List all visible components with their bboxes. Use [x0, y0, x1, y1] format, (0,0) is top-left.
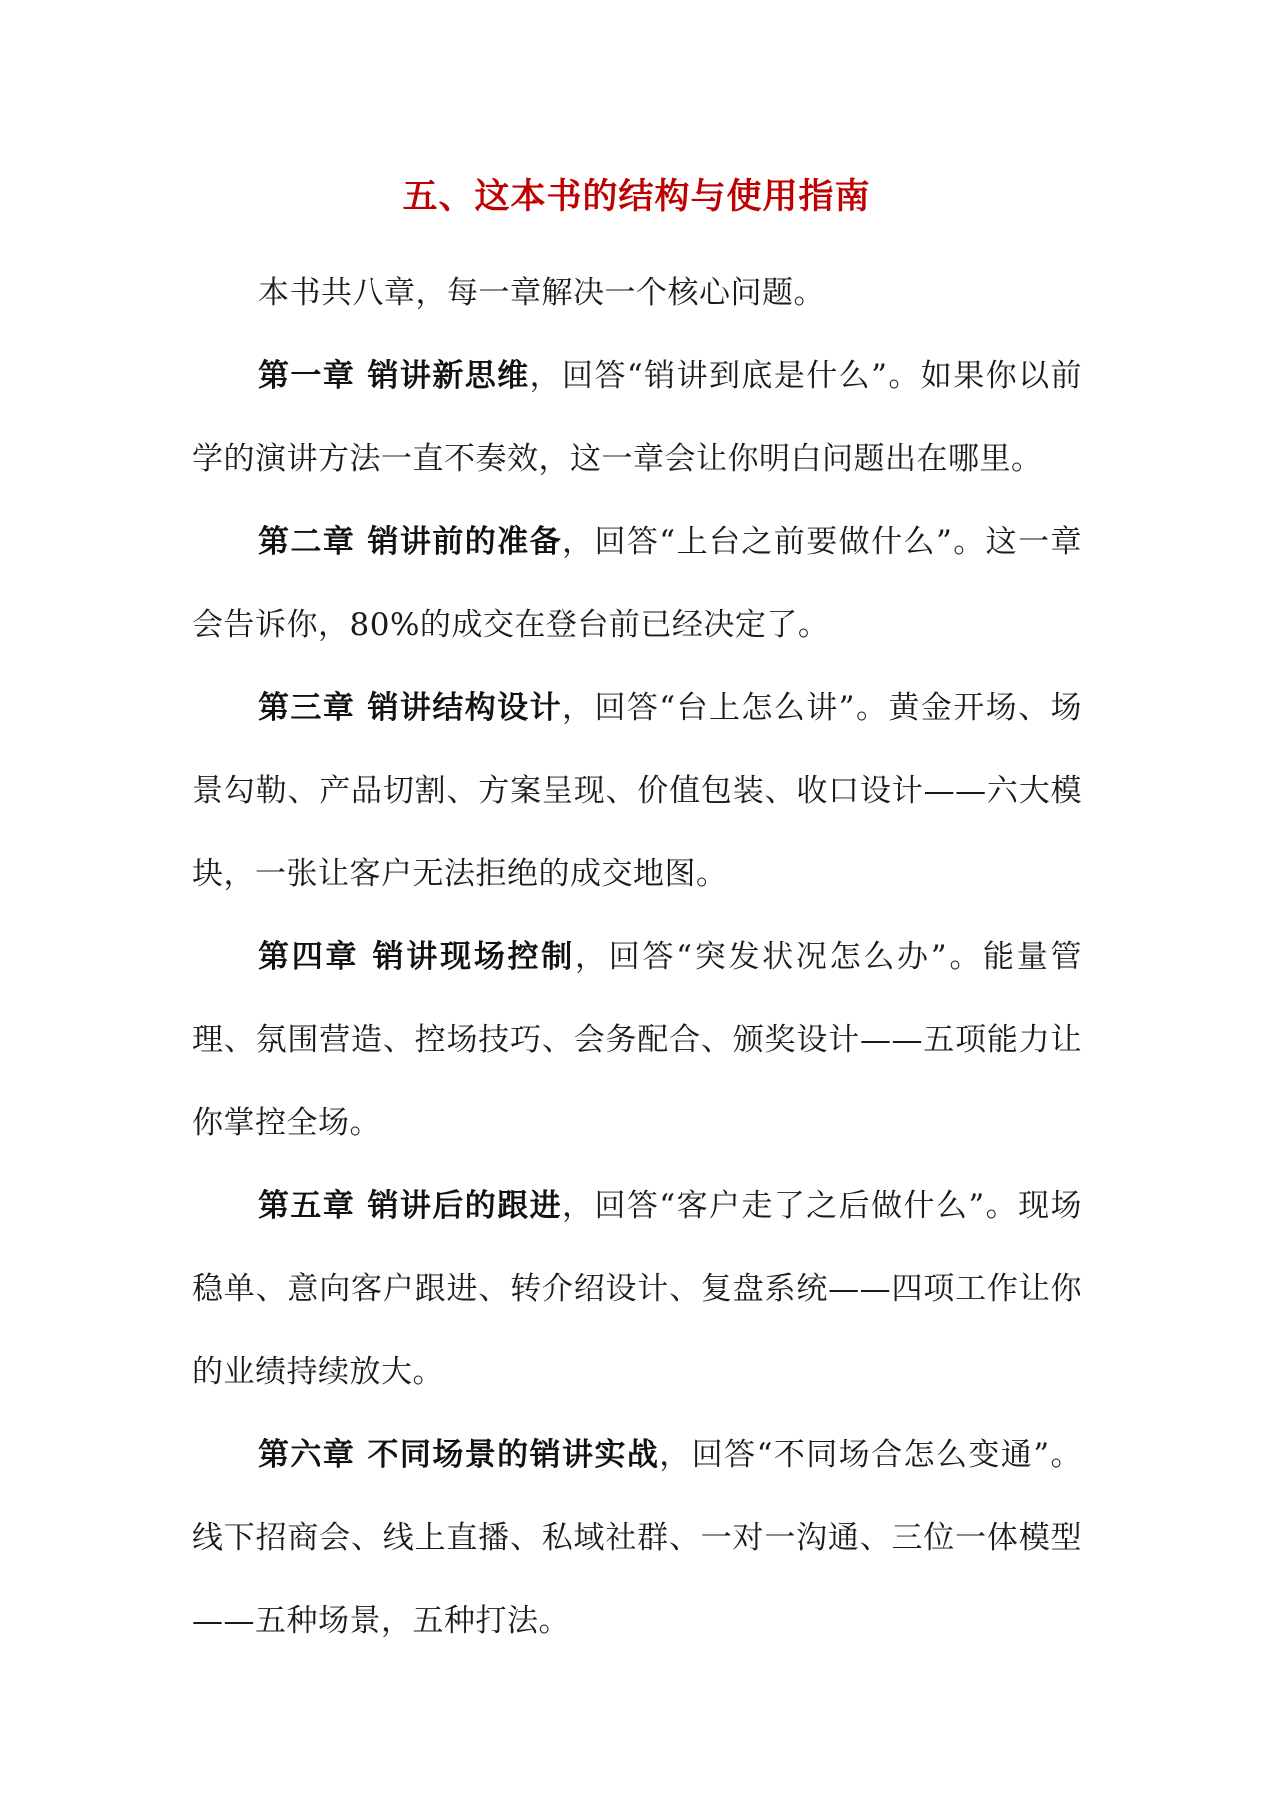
section-title: 五、这本书的结构与使用指南 — [402, 176, 871, 217]
chapter-heading: 第六章 不同场景的销讲实战 — [258, 1437, 660, 1473]
chapter-paragraph-2 — [192, 501, 1082, 667]
chapter-heading: 第一章 销讲新思维 — [258, 358, 530, 394]
document-body — [192, 252, 1082, 1663]
chapter-description: ，回答“不同场合怎么变通”。线下招商会、线上直播、私域社群、一对一沟通、三位一体模型——五种场景，五种打法。 — [192, 1437, 1082, 1639]
chapter-description: ，回答“销讲到底是什么”。如果你以前学的演讲方法一直不奏效，这一章会让你明白问题出在哪里。 — [192, 358, 1082, 477]
chapter-description: ，回答“台上怎么讲”。黄金开场、场景勾勒、产品切割、方案呈现、价值包装、收口设计——六大模块，一张让客户无法拒绝的成交地图。 — [192, 690, 1082, 892]
chapter-paragraph-4 — [192, 916, 1082, 1165]
chapter-paragraph-1 — [192, 335, 1082, 501]
chapter-description: ，回答“突发状况怎么办”。能量管理、氛围营造、控场技巧、会务配合、颁奖设计——五项能力让你掌控全场。 — [192, 939, 1082, 1141]
chapter-heading: 第三章 销讲结构设计 — [258, 690, 563, 726]
intro-paragraph: 本书共八章，每一章解决一个核心问题。 — [258, 275, 825, 311]
chapter-description: ，回答“上台之前要做什么”。这一章会告诉你，80%的成交在登台前已经决定了。 — [192, 524, 1082, 643]
chapter-heading: 第四章 销讲现场控制 — [258, 939, 575, 975]
chapter-paragraph-6 — [192, 1414, 1082, 1663]
chapter-heading: 第二章 销讲前的准备 — [258, 524, 563, 560]
chapter-paragraph-3 — [192, 667, 1082, 916]
chapter-paragraph-5 — [192, 1165, 1082, 1414]
chapter-heading: 第五章 销讲后的跟进 — [258, 1188, 563, 1224]
chapter-description: ，回答“客户走了之后做什么”。现场稳单、意向客户跟进、转介绍设计、复盘系统——四项工作让你的业绩持续放大。 — [192, 1188, 1082, 1390]
